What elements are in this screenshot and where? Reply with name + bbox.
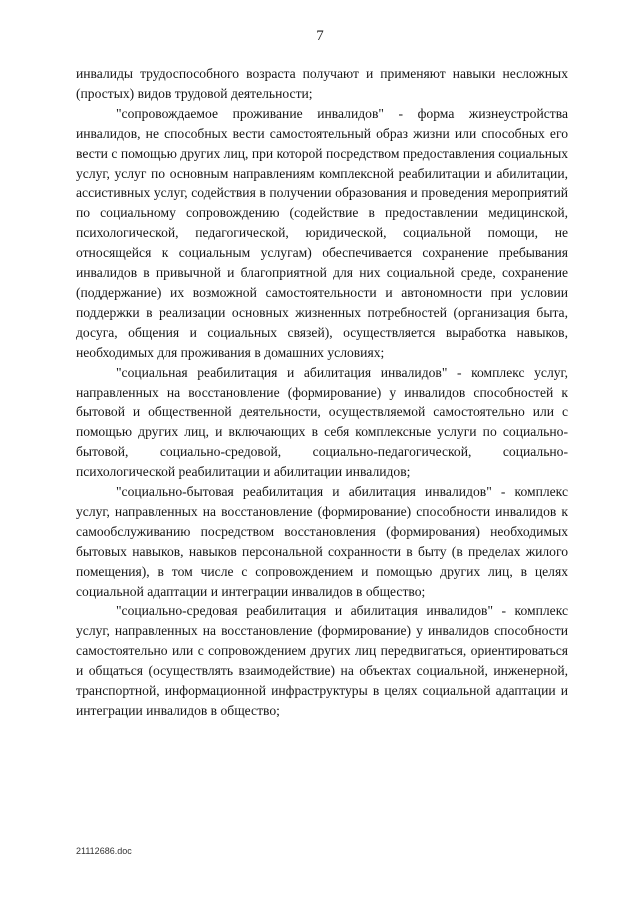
- paragraph-environmental-rehabilitation: "социально-средовая реабилитация и абилитация инвалидов" - комплекс услуг, направленных на восстановление (формирование) у инвалидов способности самостоятельно или с сопровождением других лиц передвигаться, ориентироваться и общаться (осуществлять взаимодействие) на объектах социальной, инженерной, транспортной, информационной инфраструктуры в целях социальной адаптации и интеграции инвалидов в общество;: [76, 603, 568, 718]
- document-filename: 21112686.doc: [76, 846, 132, 856]
- paragraph-household-rehabilitation: "социально-бытовая реабилитация и абилитация инвалидов" - комплекс услуг, направленных на восстановление (формирование) способности инвалидов к самообслуживанию посредством восстановления (формирования) необходимых бытовых навыков, навыков персональной сохранности в быту (в пределах жилого помещения), в том числе с сопровождением и помощью других лиц, в целях социальной адаптации и интеграции инвалидов в общество;: [76, 484, 568, 599]
- page-number: 7: [316, 28, 324, 44]
- paragraph-supported-living: "сопровождаемое проживание инвалидов" - форма жизнеустройства инвалидов, не способных вести самостоятельный образ жизни или способных его вести с помощью других лиц, при которой посредством предоставления социальных услуг, услуг по основным направлениям комплексной реабилитации и абилитации, ассистивных услуг, содействия в получении образования и проведения мероприятий по социальному сопровождению (содействие в предоставлении медицинской, психологической, педагогической, юридической, социальной помощи, не относящейся к социальным услугам) обеспечивается сохранение пребывания инвалидов в привычной и благоприятной для них социальной среде, сохранение (поддержание) их возможной самостоятельности и автономности при условии поддержки в реализации основных жизненных потребностей (организация быта, досуга, общения и социальных связей), осуществляется выработка навыков, необходимых для проживания в домашних условиях;: [76, 105, 568, 360]
- paragraph-social-rehabilitation: "социальная реабилитация и абилитация инвалидов" - комплекс услуг, направленных на восстановление (формирование) у инвалидов способностей к бытовой и общественной деятельности, осуществляемой самостоятельно или с помощью других лиц, и включающих в себя комплексные услуги по социально-бытовой, социально-средовой, социально-педагогической, социально-психологической реабилитации и абилитации инвалидов;: [76, 364, 568, 480]
- paragraph-continuation: инвалиды трудоспособного возраста получают и применяют навыки несложных (простых) видов трудовой деятельности;: [76, 66, 568, 101]
- document-body: [76, 64, 568, 721]
